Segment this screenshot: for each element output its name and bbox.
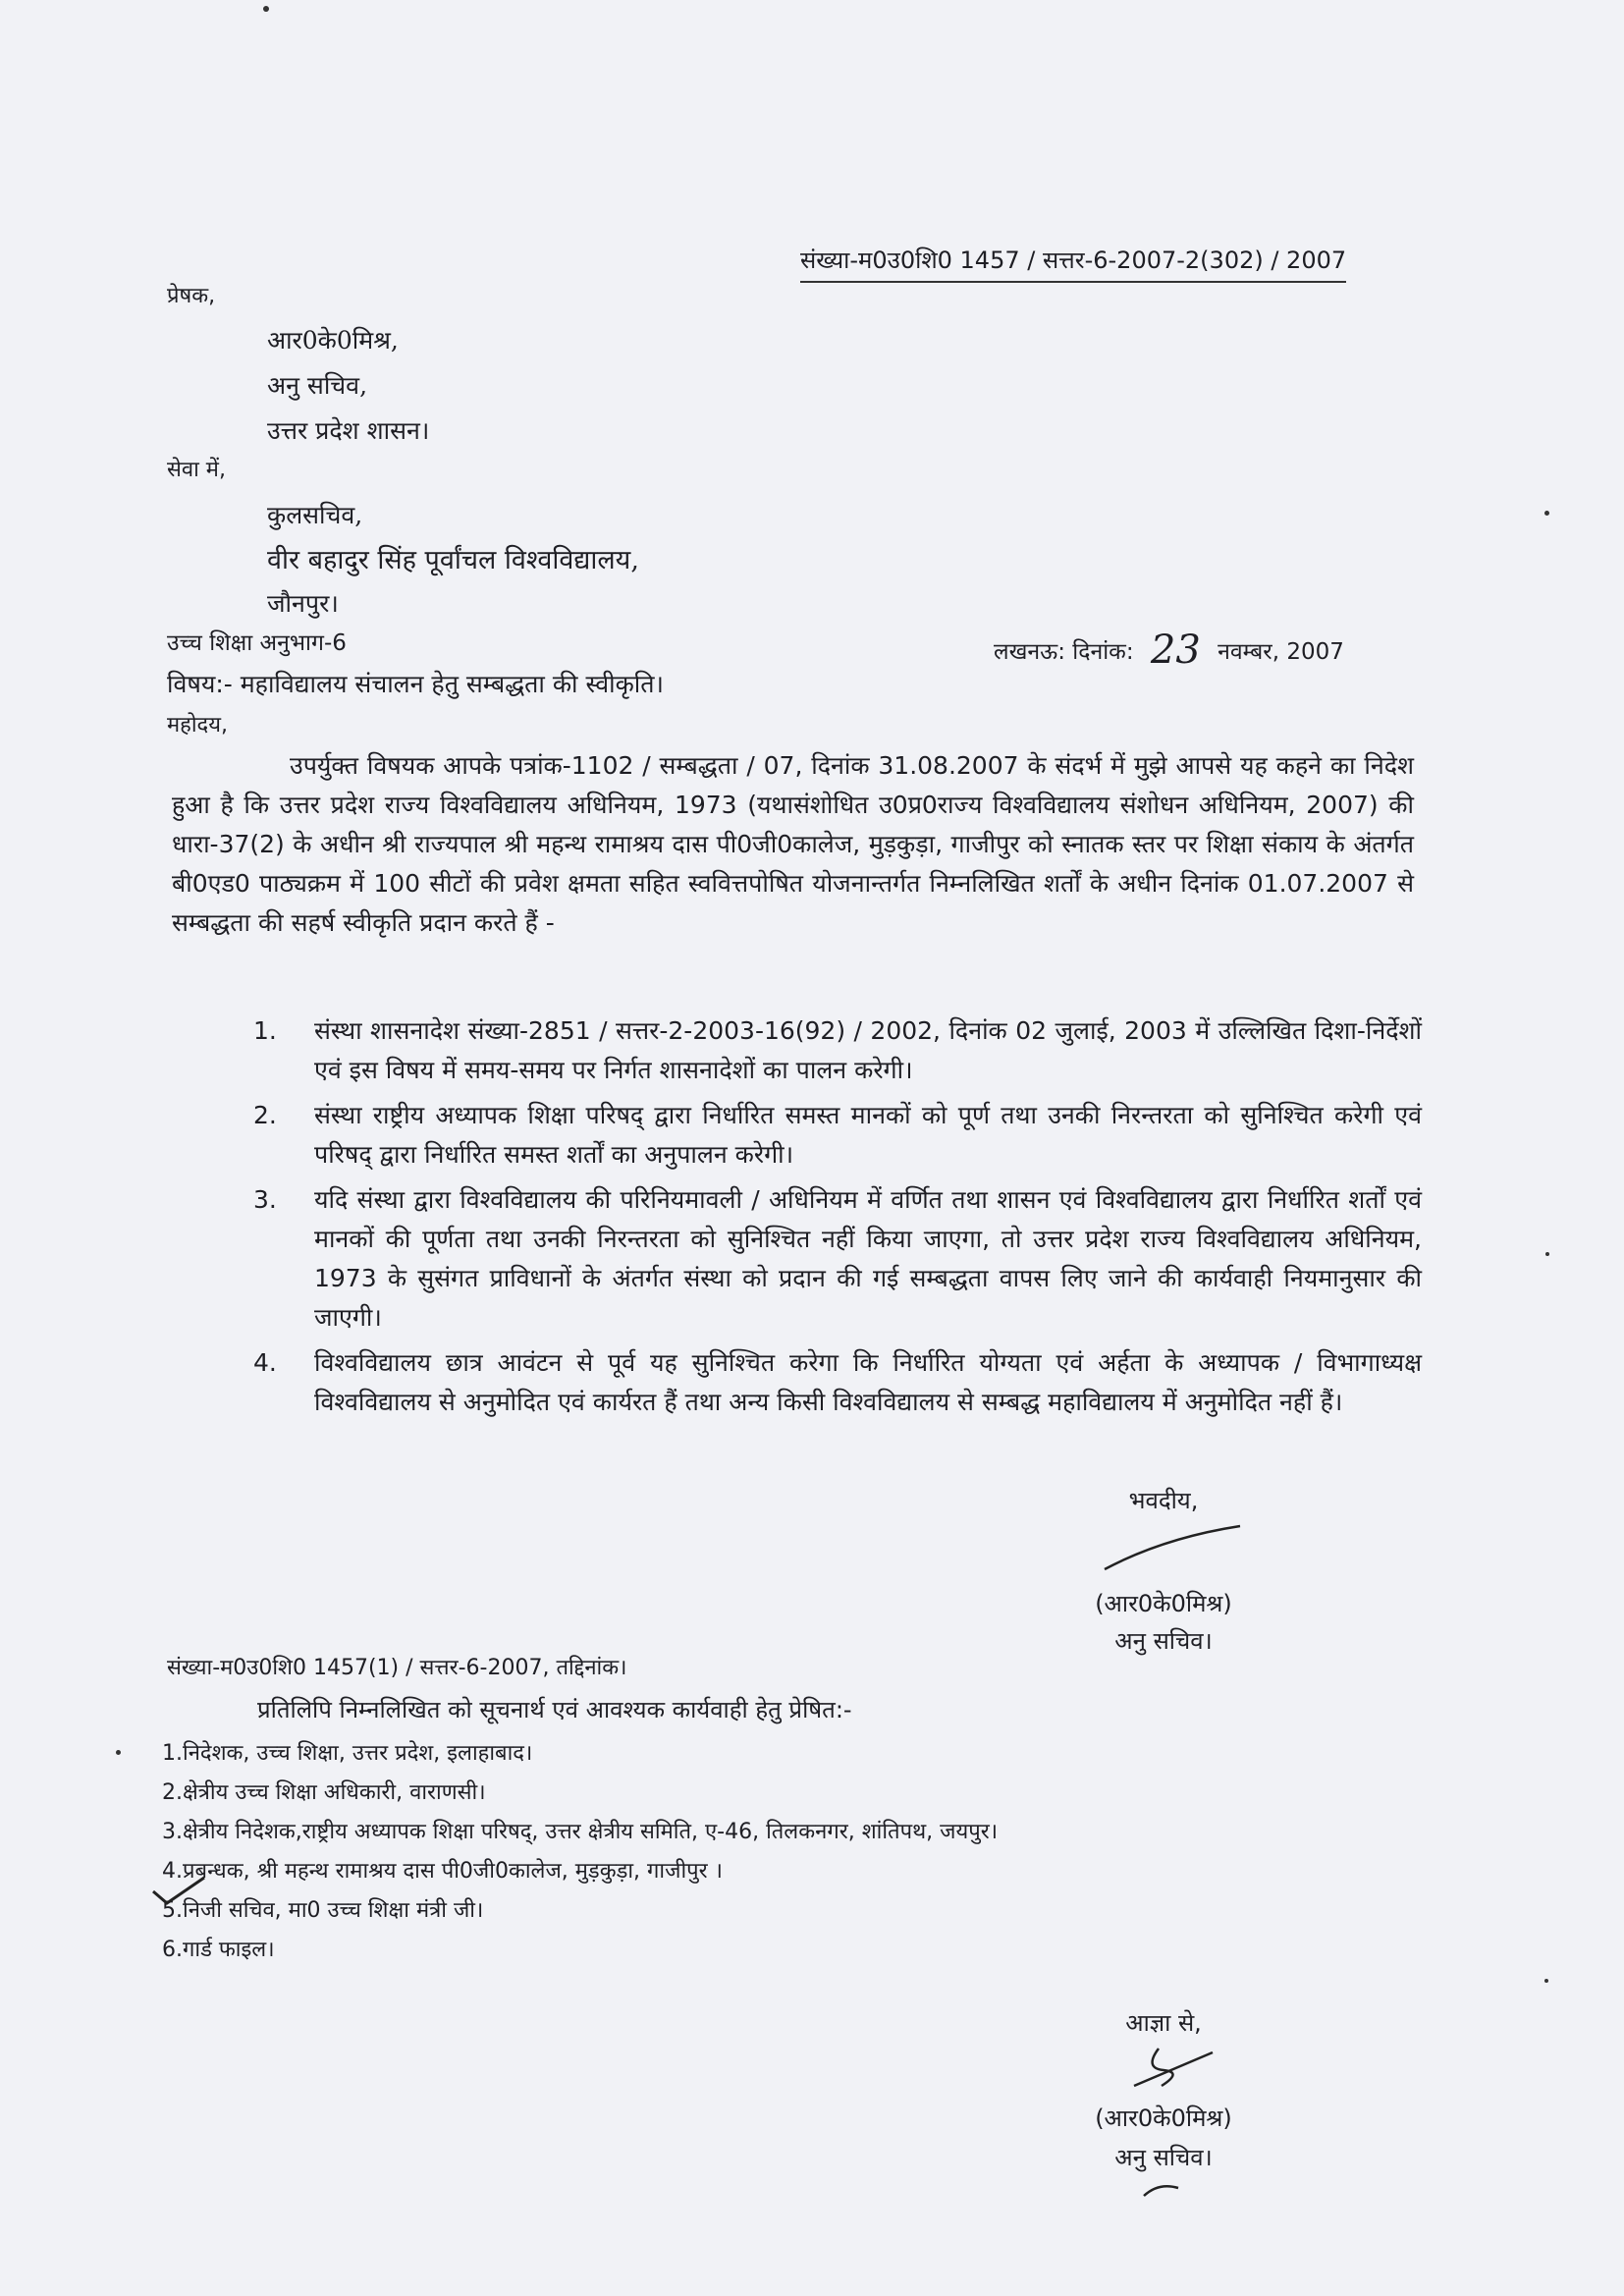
condition-number: 1.	[253, 1016, 277, 1045]
scan-speck	[1544, 1979, 1548, 1983]
condition-text: विश्वविद्यालय छात्र आवंटन से पूर्व यह सुनिश्चित करेगा कि निर्धारित योग्यता एवं अर्हता के अध्यापक / विभागाध्यक्ष विश्वविद्यालय से अनुमोदित एवं कार्यरत हैं तथा अन्य किसी विश्वविद्यालय से सम्बद्ध महाविद्यालय में अनुमोदित नहीं हैं।	[314, 1348, 1422, 1416]
recipient-label: सेवा में,	[167, 458, 226, 482]
signer-name: (आर0के0मिश्र)	[1095, 1590, 1232, 1617]
scan-speck	[1545, 1252, 1549, 1256]
condition-item	[253, 1096, 1422, 1175]
recipient-designation: कुलसचिव,	[267, 501, 363, 529]
date-prefix: लखनऊ: दिनांक:	[994, 639, 1134, 665]
scan-speck	[1544, 511, 1549, 516]
reference-bottom: संख्या-म0उ0शि0 1457(1) / सत्तर-6-2007, तद्दिनांक।	[167, 1656, 627, 1680]
condition-item	[253, 1180, 1422, 1338]
condition-item	[253, 1343, 1422, 1422]
salutation: महोदय,	[167, 713, 228, 738]
copy-list-item: 5.निजी सचिव, मा0 उच्च शिक्षा मंत्री जी।	[162, 1898, 484, 1923]
date-day: 23	[1150, 628, 1201, 673]
scan-speck	[116, 1750, 121, 1755]
copy-list-item: 4.प्रबन्धक, श्री महन्थ रामाश्रय दास पी0जी0कालेज, मुड़कुड़ा, गाजीपुर ।	[162, 1859, 723, 1884]
closing-2: आज्ञा से,	[1125, 2009, 1202, 2037]
place-date	[994, 628, 1344, 673]
subject: विषय:- महाविद्यालय संचालन हेतु सम्बद्धता की स्वीकृति।	[167, 670, 664, 698]
closing: भवदीय,	[1128, 1487, 1199, 1514]
conditions-list	[253, 1011, 1422, 1428]
signature-block	[1065, 1481, 1262, 1659]
sender-name: आर0के0मिश्र,	[267, 326, 399, 355]
sender-office: उत्तर प्रदेश शासन।	[267, 416, 430, 445]
condition-number: 3.	[253, 1185, 277, 1214]
copy-list-item: 1.निदेशक, उच्च शिक्षा, उत्तर प्रदेश, इलाहाबाद।	[162, 1741, 533, 1766]
date-month-year: नवम्बर, 2007	[1218, 639, 1344, 665]
signer-name-2: (आर0के0मिश्र)	[1095, 2105, 1232, 2132]
copy-list-item: 2.क्षेत्रीय उच्च शिक्षा अधिकारी, वाराणसी।	[162, 1780, 486, 1805]
tick-mark	[149, 1874, 208, 1907]
copy-list-item: 6.गार्ड फाइल।	[162, 1938, 275, 1962]
condition-item	[253, 1011, 1422, 1090]
copy-list-item: 3.क्षेत्रीय निदेशक,राष्ट्रीय अध्यापक शिक्षा परिषद्, उत्तर क्षेत्रीय समिति, ए-46, तिलकनगर, शांतिपथ, जयपुर।	[162, 1820, 999, 1844]
condition-text: संस्था शासनादेश संख्या-2851 / सत्तर-2-2003-16(92) / 2002, दिनांक 02 जुलाई, 2003 में उल्लिखित दिशा-निर्देशों एवं इस विषय में समय-समय पर निर्गत शासनादेशों का पालन करेगी।	[314, 1016, 1422, 1084]
initial-mark	[1065, 2178, 1262, 2202]
signer-designation: अनु सचिव।	[1114, 1627, 1213, 1655]
signature-block-2	[1065, 2003, 1262, 2211]
body-paragraph: उपर्युक्त विषयक आपके पत्रांक-1102 / सम्बद्धता / 07, दिनांक 31.08.2007 के संदर्भ में मुझे आपसे यह कहने का निदेश हुआ है कि उत्तर प्रदेश राज्य विश्वविद्यालय अधिनियम, 1973 (यथासंशोधित उ0प्र0राज्य विश्वविद्यालय संशोधन अधिनियम, 2007) की धारा-37(2) के अधीन श्री राज्यपाल श्री महन्थ रामाश्रय दास पी0जी0कालेज, मुड़कुड़ा, गाजीपुर को स्नातक स्तर पर शिक्षा संकाय के अंतर्गत बी0एड0 पाठ्यक्रम में 100 सीटों की प्रवेश क्षमता सहित स्ववित्तपोषित योजनान्तर्गत निम्नलिखित शर्तों के अधीन दिनांक 01.07.2007 से सम्बद्धता की सहर्ष स्वीकृति प्रदान करते हैं -	[172, 751, 1414, 937]
signature-mark-2	[1065, 2043, 1262, 2090]
sender-label: प्रेषक,	[167, 284, 216, 308]
sender-designation: अनु सचिव,	[267, 371, 368, 400]
signer-designation-2: अनु सचिव।	[1114, 2144, 1213, 2171]
copy-intro: प्रतिलिपि निम्नलिखित को सूचनार्थ एवं आवश्यक कार्यवाही हेतु प्रेषित:-	[257, 1696, 852, 1723]
signature-mark	[1065, 1520, 1262, 1575]
recipient-institution: वीर बहादुर सिंह पूर्वांचल विश्वविद्यालय,	[267, 545, 639, 575]
condition-text: संस्था राष्ट्रीय अध्यापक शिक्षा परिषद् द्वारा निर्धारित समस्त मानकों को पूर्ण तथा उनकी निरन्तरता को सुनिश्चित करेगी एवं परिषद् द्वारा निर्धारित समस्त शर्तों का अनुपालन करेगी।	[314, 1101, 1422, 1169]
scan-speck	[263, 6, 269, 12]
department: उच्च शिक्षा अनुभाग-6	[167, 630, 347, 656]
copy-list	[162, 1734, 1438, 1970]
condition-text: यदि संस्था द्वारा विश्वविद्यालय की परिनियमावली / अधिनियम में वर्णित तथा शासन एवं विश्वविद्यालय द्वारा निर्धारित शर्तों एवं मानकों की पूर्णता तथा उनकी निरन्तरता को सुनिश्चित नहीं किया जाएगा, तो उत्तर प्रदेश राज्य विश्वविद्यालय अधिनियम, 1973 के सुसंगत प्राविधानों के अंतर्गत संस्था को प्रदान की गई सम्बद्धता वापस लिए जाने की कार्यवाही नियमानुसार की जाएगी।	[314, 1185, 1422, 1332]
reference-number: संख्या-म0उ0शि0 1457 / सत्तर-6-2007-2(302) / 2007	[800, 244, 1346, 283]
recipient-city: जौनपुर।	[267, 589, 339, 618]
condition-number: 4.	[253, 1348, 277, 1377]
condition-number: 2.	[253, 1101, 277, 1129]
